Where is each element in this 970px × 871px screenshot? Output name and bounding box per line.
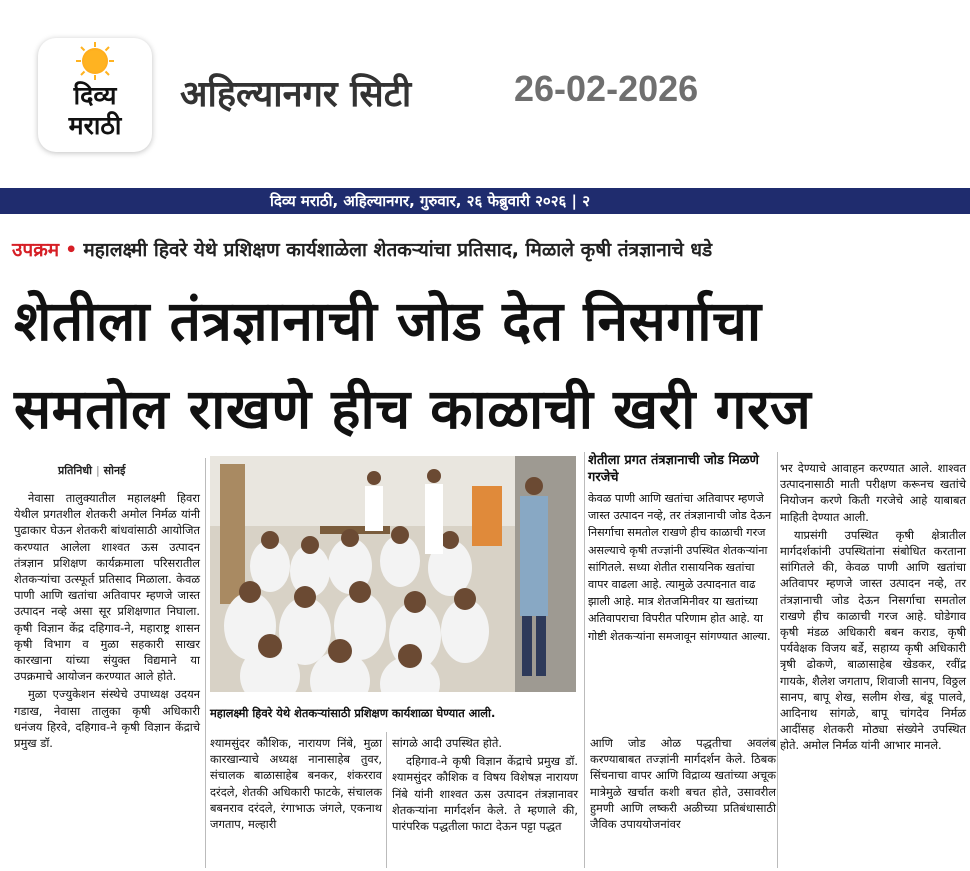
photo-caption: महालक्ष्मी हिवरे येथे शेतकऱ्यांसाठी प्रशिक्षण कार्यशाळा घेण्यात आली. <box>210 706 496 720</box>
column-divider <box>386 732 387 868</box>
training-photo-illustration <box>210 456 576 692</box>
kicker-label: उपक्रम <box>12 239 60 261</box>
edition-city: अहिल्यानगर सिटी <box>180 74 412 115</box>
headline-line2: समतोल राखणे हीच काळाची खरी गरज <box>14 377 812 441</box>
column-divider <box>777 452 778 868</box>
article-column-2 <box>210 735 382 834</box>
paragraph: श्यामसुंदर कौशिक, नारायण निंबे, मुळा कारखान्याचे अध्यक्ष नानासाहेब तुवर, संचालक बाळासाहेब बनकर, शंकरराव दरंदले, शेतकी अधिकारी फाटके, संचालक बबनराव दरंदले, रंगाभाऊ जंगले, एकनाथ जगताप, मल्हारी <box>210 736 382 832</box>
article-column-4 <box>590 735 776 834</box>
byline: प्रतिनिधी | सोनई <box>58 464 126 477</box>
band-text: दिव्य मराठी, अहिल्यानगर, गुरुवार, २६ फेब्रुवारी २०२६ | २ <box>270 192 591 210</box>
kicker-text: महालक्ष्मी हिवरे येथे प्रशिक्षण कार्यशाळेला शेतकऱ्यांचा प्रतिसाद, मिळाले कृषी तंत्रज्ञानाचे धडे <box>83 239 713 261</box>
paragraph: दहिगाव-ने कृषी विज्ञान केंद्राचे प्रमुख डॉ. श्यामसुंदर कौशिक व विषय विशेषज्ञ नारायण निंबे यांनी शाश्वत ऊस उत्पादन तंत्रज्ञानावर शेतकऱ्यांना मार्गदर्शन केले. ते म्हणाले की, पारंपरिक पद्धतीला फाटा देऊन पट्टा पद्धत <box>392 754 578 834</box>
paragraph: नेवासा तालुक्यातील महालक्ष्मी हिवरा येथील प्रगतशील शेतकरी अमोल निर्मळ यांनी पुढाकार घेऊन शेतकरी बांधवांसाठी आयोजित करण्यात आलेला शाश्वत ऊस उत्पादन तंत्रज्ञान प्रशिक्षण कार्यक्रमाला परिसरातील शेतकऱ्यांचा उत्स्फूर्त प्रतिसाद मिळाला. केवळ पाणी आणि खतांचा अतिवापर म्हणजे जास्त उत्पादन नव्हे असा सूर प्रशिक्षणात निघाला. कृषी विज्ञान केंद्र दहिगाव-ने, महाराष्ट्र शासन कृषी विभाग व मुळा सहकारी साखर कारखाना यांच्या संयुक्त विद्यमाने या उपक्रमाचे आयोजन करण्यात आले होते. <box>14 491 200 684</box>
headline <box>14 277 964 453</box>
headline-line1: शेतीला तंत्रज्ञानाची जोड देत निसर्गाचा <box>14 289 762 353</box>
paragraph: भर देण्याचे आवाहन करण्यात आले. शाश्वत उत्पादनासाठी माती परीक्षण करूनच खतांचे नियोजन करणे किती गरजेचे आहे याबाबत माहिती देण्यात आली. <box>780 461 966 524</box>
paragraph: आणि जोड ओळ पद्धतीचा अवलंब करण्याबाबत तज्ज्ञांनी मार्गदर्शन केले. ठिबक सिंचनाचा वापर आणि विद्राव्य खतांच्या अचूक मात्रेमुळे खर्चात कशी बचत होते, उसावरील हुमणी आणि लष्करी अळीच्या प्रतिबंधासाठी जैविक उपाययोजनांवर <box>590 736 776 832</box>
sidebar-body: केवळ पाणी आणि खतांचा अतिवापर म्हणजे जास्त उत्पादन नव्हे, तर तंत्रज्ञानाची जोड देऊन निसर्गाचा समतोल राखणे हीच काळाची गरज असल्याचे कृषी तज्ज्ञांनी उपस्थित शेतकऱ्यांना सांगितले. सध्या शेतीत रासायनिक खतांचा वापर वाढला आहे. त्यामुळे उत्पादनात वाढ झाली आहे. मात्र शेतजमिनीवर या खतांच्या अतिवापराचा विपरीत परिणाम होत आहे. या गोष्टी शेतकऱ्यांना समजावून सांगण्यात आल्या. <box>588 492 772 643</box>
sidebar-box <box>588 452 774 645</box>
article-column-1 <box>14 490 200 753</box>
paragraph: याप्रसंगी उपस्थित कृषी क्षेत्रातील मार्गदर्शकांनी उपस्थितांना संबोधित करताना सांगितले की, केवळ पाणी आणि खतांचा अतिवापर म्हणजे जास्त उत्पादन नव्हे, तर तंत्रज्ञानाची जोड देऊन निसर्गाचा समतोल राखणे हीच काळाची गरज आहे. घोडेगाव कृषी मंडळ अधिकारी बबन कराड, कृषी पर्यवेक्षक विजय बर्डे, सहाय्य कृषी अधिकारी त्रृषी ढोकणे, बाळासाहेब खेडकर, रवींद्र गायके, शैलेश जगताप, शिवाजी सानप, विठ्ठल सानप, बापू शेख, सलीम शेख, बंडू पालवे, आदिनाथ सांगळे, बापू चांगदेव निर्मळ आदींसह शेतकरी मोठ्या संख्येने उपस्थित होते. अमोल निर्मळ यांनी आभार मानले. <box>780 527 967 753</box>
article-column-3 <box>392 735 578 836</box>
article-photo <box>210 456 576 692</box>
column-divider <box>205 458 206 868</box>
edition-date: 26-02-2026 <box>514 68 699 109</box>
sidebar-title: शेतीला प्रगत तंत्रज्ञानाची जोड मिळणे गरजेचे <box>588 453 759 485</box>
paragraph: मुळा एज्युकेशन संस्थेचे उपाध्यक्ष उदयन गडाख, नेवासा तालुका कृषी अधिकारी धनंजय हिरवे, दहिगाव-ने कृषी विज्ञान केंद्राचे प्रमुख डॉ. <box>14 687 200 751</box>
article-column-5 <box>780 460 966 756</box>
column-divider <box>584 452 585 868</box>
paragraph: सांगळे आदी उपस्थित होते. <box>392 736 502 750</box>
bullet-icon: • <box>65 239 78 261</box>
divya-marathi-logo <box>38 38 152 152</box>
byline-place: सोनई <box>103 464 126 477</box>
kicker <box>12 236 962 262</box>
byline-role: प्रतिनिधी <box>58 464 92 477</box>
logo-line2: मराठी <box>68 111 122 140</box>
logo-line1: दिव्य <box>73 81 117 110</box>
